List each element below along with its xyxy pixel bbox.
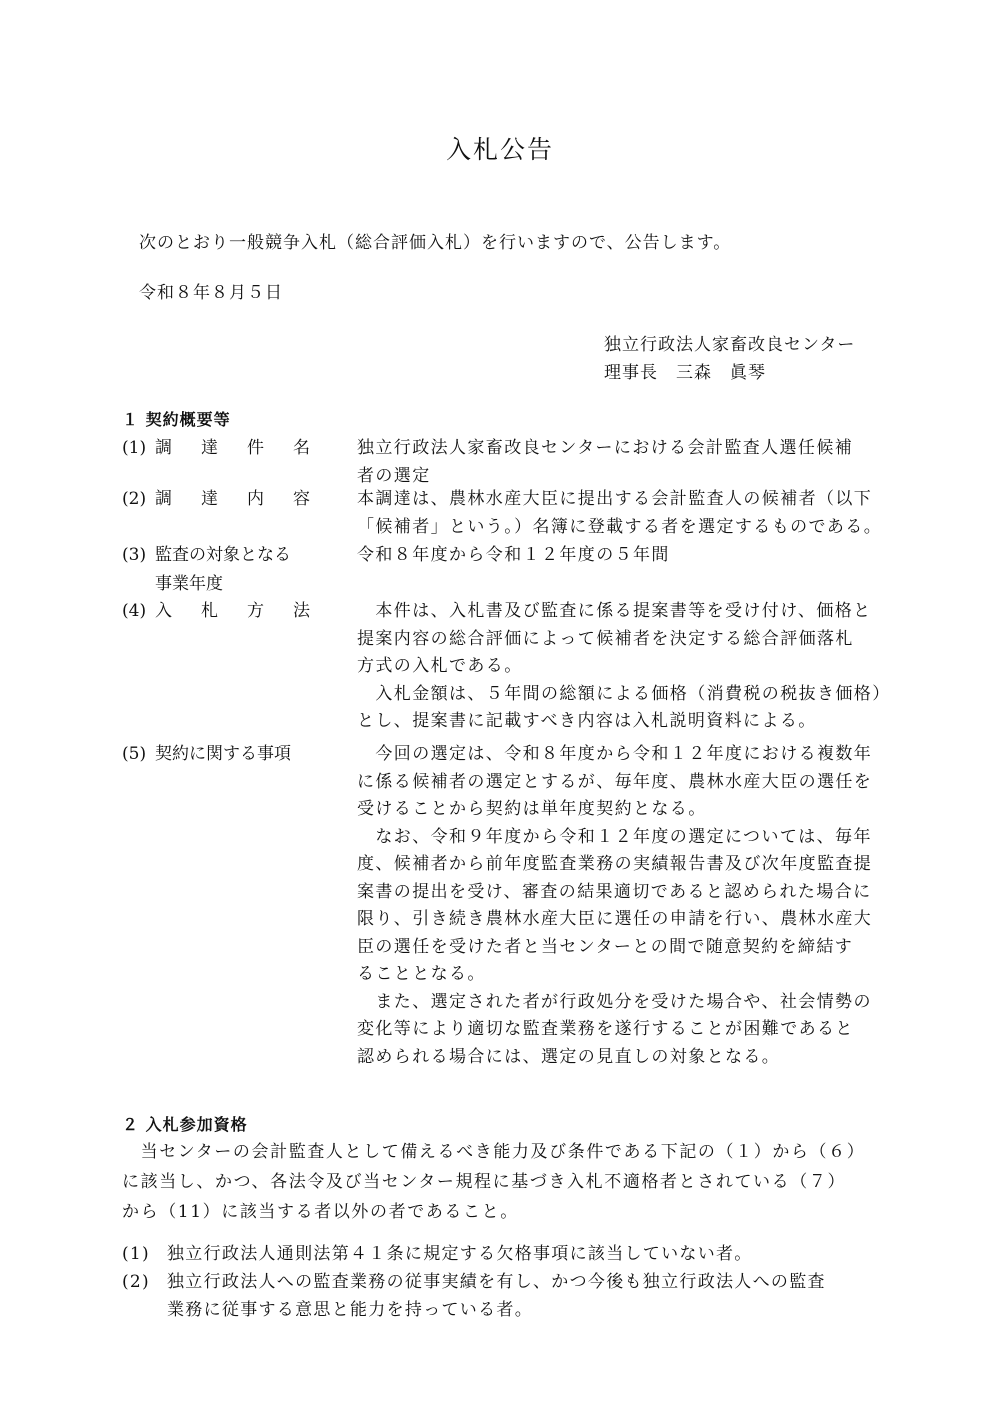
label-char: 達 [201, 489, 218, 509]
item2-line: 本調達は、農林水産大臣に提出する会計監査人の候補者（以下 [357, 489, 873, 509]
item1-line: 者の選定 [357, 465, 431, 486]
announcement-date: 令和８年８月５日 [139, 283, 283, 303]
label-char: 札 [201, 601, 218, 621]
item5-number: (5) [122, 744, 147, 764]
item1-label [155, 434, 310, 463]
item1-line: 独立行政法人家畜改良センターにおける会計監査人選任候補 [357, 438, 854, 458]
section2-list-item [122, 1268, 922, 1328]
list-item-line: 独立行政法人通則法第４１条に規定する欠格事項に該当していない者。 [167, 1244, 753, 1264]
label-char: 名 [293, 438, 310, 458]
item3-number: (3) [122, 545, 147, 565]
section2-paragraph-line: から（11）に該当する者以外の者であること。 [122, 1202, 519, 1222]
item5-line: 案書の提出を受け、審査の結果適切であると認められた場合に [357, 881, 872, 902]
item5-line: 限り、引き続き農林水産大臣に選任の申請を行い、農林水産大 [357, 909, 873, 929]
item5-label: 契約に関する事項 [155, 744, 291, 764]
item3-label-line: 監査の対象となる [155, 545, 291, 565]
item4-line: 提案内容の総合評価によって候補者を決定する総合評価落札 [357, 628, 854, 649]
label-char: 達 [201, 438, 218, 458]
item5-line: 受けることから契約は単年度契約となる。 [357, 799, 707, 819]
item3-text [357, 542, 670, 570]
label-char: 容 [293, 489, 310, 509]
label-char: 方 [247, 601, 264, 621]
list-item-number: (1) [122, 1244, 150, 1264]
item5-line: ることとなる。 [357, 964, 486, 984]
list-item-line: 独立行政法人への監査業務の従事実績を有し、かつ今後も独立行政法人への監査 [167, 1272, 826, 1292]
item3-line: 令和８年度から令和１２年度の５年間 [357, 545, 670, 565]
label-char: 調 [155, 489, 172, 509]
item4-number: (4) [122, 601, 147, 621]
item5-line: 今回の選定は、令和８年度から令和１２年度における複数年 [357, 744, 873, 764]
item2-label [155, 485, 310, 514]
item4-line: 入札金額は、５年間の総額による価格（消費税の税抜き価格） [357, 683, 891, 704]
item5-line: なお、令和９年度から令和１２年度の選定については、毎年 [357, 826, 872, 847]
intro-text: 次のとおり一般競争入札（総合評価入札）を行いますので、公告します。 [139, 233, 732, 253]
item4-label [155, 597, 310, 626]
section1-heading: １ 契約概要等 [122, 410, 231, 429]
list-item-line: 業務に従事する意思と能力を持っている者。 [167, 1300, 533, 1320]
item5-line: また、選定された者が行政処分を受けた場合や、社会情勢の [357, 991, 872, 1012]
item4-line: 本件は、入札書及び監査に係る提案書等を受け付け、価格と [357, 601, 872, 621]
item5-line: 認められる場合には、選定の見直しの対象となる。 [357, 1046, 781, 1067]
section2-paragraph-line: に該当し、かつ、各法令及び当センター規程に基づき入札不適格者とされている（７） [122, 1172, 847, 1192]
item4-text [357, 598, 891, 736]
page-title: 入札公告 [445, 135, 554, 164]
item5-line: 臣の選任を受けた者と当センターとの間で随意契約を締結す [357, 936, 854, 957]
item5-line: 変化等により適切な監査業務を遂行することが困難であると [357, 1019, 854, 1039]
item4-line: 方式の入札である。 [357, 656, 523, 676]
item1-text [357, 435, 853, 490]
item1-number: (1) [122, 438, 147, 458]
issuer-organization: 独立行政法人家畜改良センター [604, 335, 856, 355]
label-char: 調 [155, 438, 172, 458]
section2-paragraph [122, 1137, 865, 1227]
label-char: 入 [155, 601, 172, 621]
label-char: 内 [247, 489, 264, 509]
section2-paragraph-line: 当センターの会計監査人として備えるべき能力及び条件である下記の（１）から（６） [122, 1142, 866, 1162]
section2-list-item [122, 1240, 922, 1270]
item5-line: 度、候補者から前年度監査業務の実績報告書及び次年度監査提 [357, 854, 873, 874]
issuer-representative: 理事長 三森 眞琴 [604, 363, 766, 383]
label-char: 法 [293, 601, 310, 621]
label-char: 件 [247, 438, 264, 458]
issuer-block [604, 331, 855, 387]
item2-number: (2) [122, 489, 147, 509]
item3-label-line: 事業年度 [155, 574, 223, 594]
item5-text [357, 741, 872, 1071]
item3-label [155, 541, 291, 599]
item2-text [357, 486, 882, 541]
section2-heading: ２ 入札参加資格 [122, 1115, 248, 1134]
item4-line: とし、提案書に記載すべき内容は入札説明資料による。 [357, 711, 817, 731]
item5-line: に係る候補者の選定とするが、毎年度、農林水産大臣の選任を [357, 771, 873, 792]
list-item-number: (2) [122, 1272, 150, 1292]
item2-line: 「候補者」という。）名簿に登載する者を選定するものである。 [357, 516, 883, 537]
